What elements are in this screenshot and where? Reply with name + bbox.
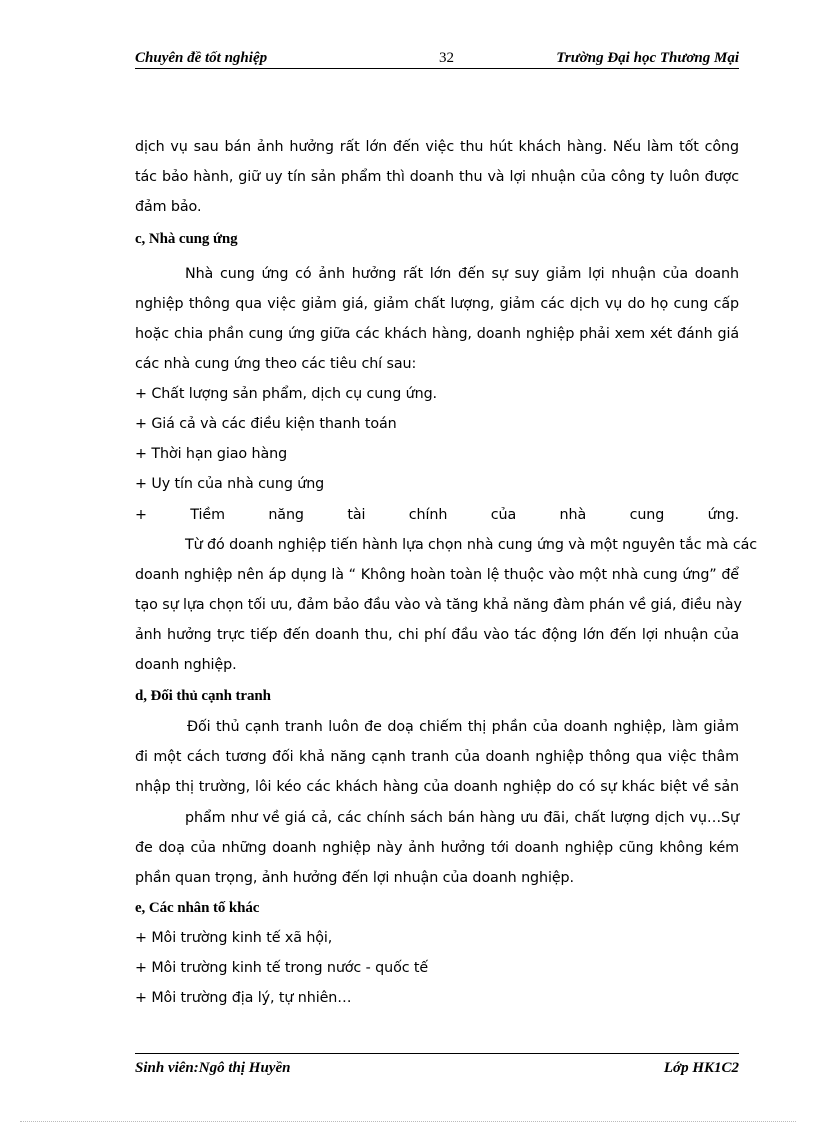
paragraph-line: phẩm như về giá cả, các chính sách bán hàng ưu đãi, chất lượng dịch vụ…Sự — [185, 810, 739, 826]
paragraph-line: đảm bảo. — [135, 199, 202, 215]
paragraph-line: Từ đó doanh nghiệp tiến hành lựa chọn nhà cung ứng và một nguyên tắc mà các — [185, 537, 758, 553]
paragraph-line: tạo sự lựa chọn tối ưu, đảm bảo đầu vào và tăng khả năng đàm phán về giá, điều này — [135, 597, 742, 613]
list-item: + Chất lượng sản phẩm, dịch cụ cung ứng. — [135, 386, 437, 402]
section-heading-c: c, Nhà cung ứng — [135, 231, 238, 247]
paragraph-line: nhập thị trường, lôi kéo các khách hàng của doanh nghiệp do có sự khác biệt về sản — [135, 779, 739, 795]
list-item: + Uy tín của nhà cung ứng — [135, 476, 325, 492]
list-item: + Môi trường địa lý, tự nhiên… — [135, 990, 352, 1006]
footer-student-name: Sinh viên:Ngô thị Huyền — [135, 1060, 291, 1076]
paragraph-line: dịch vụ sau bán ảnh hưởng rất lớn đến việc thu hút khách hàng. Nếu làm tốt công — [135, 139, 739, 155]
paragraph-line: ảnh hưởng trực tiếp đến doanh thu, chi phí đầu vào tác động lớn đến lợi nhuận của — [135, 627, 739, 643]
paragraph-line: Nhà cung ứng có ảnh hưởng rất lớn đến sự suy giảm lợi nhuận của doanh — [185, 266, 739, 282]
page-number: 32 — [439, 50, 454, 66]
paragraph-line: đi một cách tương đối khả năng cạnh tranh của doanh nghiệp thông qua việc thâm — [135, 749, 739, 765]
page-header — [135, 50, 739, 68]
list-item: + Môi trường kinh tế trong nước - quốc tế — [135, 960, 429, 976]
header-title-left: Chuyên đề tốt nghiệp — [135, 50, 268, 66]
footer-rule — [135, 1053, 739, 1054]
paragraph-line: hoặc chia phần cung ứng giữa các khách hàng, doanh nghiệp phải xem xét đánh giá — [135, 326, 739, 342]
footer-class: Lớp HK1C2 — [663, 1060, 739, 1076]
page-bottom-border — [20, 1121, 796, 1122]
list-item: + Thời hạn giao hàng — [135, 446, 288, 462]
list-item: + Giá cả và các điều kiện thanh toán — [135, 416, 397, 432]
header-rule — [135, 68, 739, 69]
paragraph-line: tác bảo hành, giữ uy tín sản phẩm thì doanh thu và lợi nhuận của công ty luôn được — [135, 169, 739, 185]
page-footer — [135, 1060, 739, 1078]
paragraph-line: doanh nghiệp nên áp dụng là “ Không hoàn toàn lệ thuộc vào một nhà cung ứng” để — [135, 567, 739, 583]
paragraph-line: phần quan trọng, ảnh hưởng đến lợi nhuận của doanh nghiệp. — [135, 870, 574, 886]
paragraph-line: các nhà cung ứng theo các tiêu chí sau: — [135, 356, 417, 372]
list-item: + Môi trường kinh tế xã hội, — [135, 930, 333, 946]
section-heading-e: e, Các nhân tố khác — [135, 900, 260, 916]
paragraph-line: doanh nghiệp. — [135, 657, 237, 673]
paragraph-line: Đối thủ cạnh tranh luôn đe doạ chiếm thị phần của doanh nghiệp, làm giảm — [187, 719, 739, 735]
section-heading-d: d, Đối thủ cạnh tranh — [135, 688, 271, 704]
list-item: + Tiềm năng tài chính của nhà cung ứng. — [135, 507, 739, 523]
header-title-right: Trường Đại học Thương Mại — [556, 50, 739, 66]
paragraph-line: nghiệp thông qua việc giảm giá, giảm chất lượng, giảm các dịch vụ do họ cung cấp — [135, 296, 739, 312]
paragraph-line: đe doạ của những doanh nghiệp này ảnh hưởng tới doanh nghiệp cũng không kém — [135, 840, 739, 856]
